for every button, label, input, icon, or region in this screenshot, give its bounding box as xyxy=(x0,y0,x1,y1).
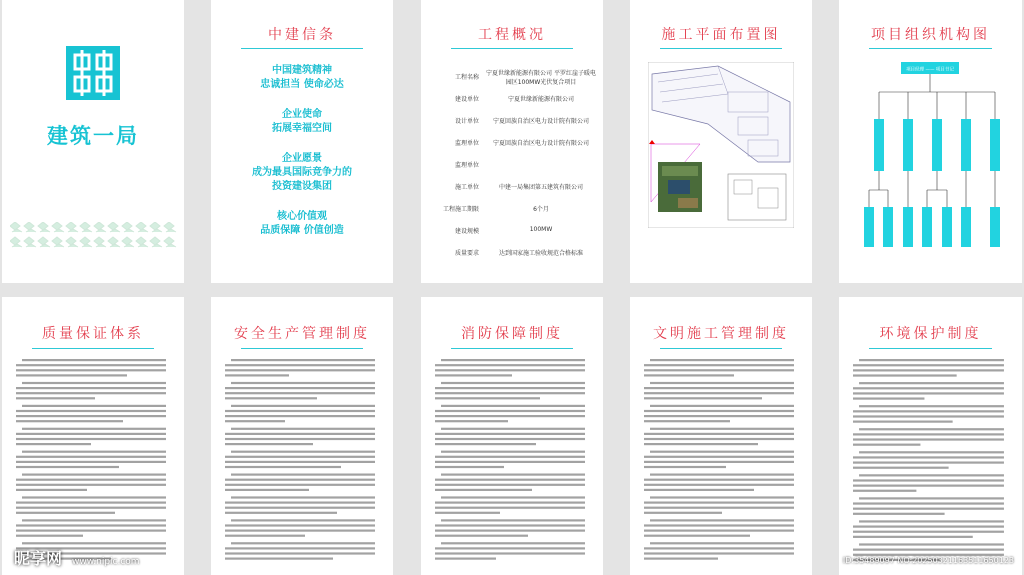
text-line xyxy=(650,382,794,384)
text-line xyxy=(435,530,585,532)
text-line xyxy=(231,474,375,476)
body-text-block xyxy=(644,357,798,565)
overview-key: 施工单位 xyxy=(454,184,479,191)
watermark-id: ID:35489097 NO:20250321163511650123 xyxy=(842,556,1014,565)
pattern-chevron xyxy=(94,237,106,247)
text-line xyxy=(644,524,794,526)
culture-line: 品质保障 价值创造 xyxy=(260,225,344,236)
text-line xyxy=(16,466,119,468)
text-line xyxy=(859,520,1004,522)
text-line xyxy=(859,359,1004,361)
text-line xyxy=(644,461,794,463)
culture-line: 企业使命 xyxy=(282,109,322,120)
overview-row xyxy=(431,130,597,152)
title-divider xyxy=(869,348,992,349)
text-line xyxy=(16,443,91,445)
text-line xyxy=(22,496,166,498)
text-line xyxy=(853,461,1004,463)
text-line xyxy=(441,519,585,521)
text-line xyxy=(225,535,305,537)
culture-group-vision xyxy=(211,152,393,194)
text-line xyxy=(853,531,1004,533)
overview-value: 中建一局集团第五建筑有限公司 xyxy=(498,184,583,191)
pattern-chevron xyxy=(94,222,106,232)
text-line xyxy=(22,542,166,544)
overview-value: 达到国家施工验收规范合格标准 xyxy=(498,250,583,257)
text-line xyxy=(441,405,585,407)
text-line xyxy=(853,444,920,446)
overview-key: 监理单位 xyxy=(454,162,479,169)
text-line xyxy=(853,456,1004,458)
text-line xyxy=(644,466,726,468)
text-line xyxy=(644,443,758,445)
text-line xyxy=(16,397,95,399)
body-text-block xyxy=(435,357,589,565)
text-line xyxy=(22,382,166,384)
text-line xyxy=(16,484,166,486)
overview-value: 宁夏世缘新能源有限公司 xyxy=(507,96,574,103)
text-line xyxy=(16,387,166,389)
pattern-chevron xyxy=(150,222,162,232)
text-line xyxy=(16,524,166,526)
text-line xyxy=(435,420,508,422)
text-line xyxy=(644,392,794,394)
text-line xyxy=(435,512,500,514)
text-line xyxy=(22,405,166,407)
text-line xyxy=(435,502,585,504)
text-line xyxy=(231,496,375,498)
pattern-chevron xyxy=(122,237,134,247)
culture-group-spirit xyxy=(211,64,393,92)
text-line xyxy=(644,397,762,399)
text-line xyxy=(435,479,585,481)
text-line xyxy=(853,549,1004,551)
text-line xyxy=(16,410,166,412)
text-line xyxy=(853,433,1004,435)
text-line xyxy=(441,542,585,544)
pattern-chevron xyxy=(150,237,162,247)
text-line xyxy=(225,530,375,532)
pattern-chevron xyxy=(164,237,176,247)
overview-key: 质量要求 xyxy=(454,250,479,257)
text-line xyxy=(231,519,375,521)
pattern-chevron xyxy=(108,222,120,232)
pattern-chevron xyxy=(24,222,36,232)
section-title: 质量保证体系 xyxy=(42,326,144,342)
text-line xyxy=(441,496,585,498)
overview-table xyxy=(431,64,597,262)
text-line xyxy=(441,382,585,384)
text-line xyxy=(853,369,1004,371)
text-line xyxy=(853,415,1004,417)
text-line xyxy=(644,410,794,412)
text-line xyxy=(435,489,532,491)
pattern-chevron xyxy=(108,237,120,247)
overview-row xyxy=(431,64,597,86)
overview-key: 设计单位 xyxy=(454,118,479,125)
text-line xyxy=(650,359,794,361)
text-line xyxy=(16,502,166,504)
overview-panel xyxy=(421,0,603,283)
culture-line: 核心价值观 xyxy=(277,211,327,222)
pattern-chevron xyxy=(52,237,64,247)
quality-assurance-panel xyxy=(2,297,184,575)
text-line xyxy=(435,558,496,560)
text-line xyxy=(644,420,730,422)
text-line xyxy=(435,461,585,463)
text-line xyxy=(435,524,585,526)
text-line xyxy=(441,359,585,361)
overview-value: 6个月 xyxy=(533,206,549,213)
text-line xyxy=(853,364,1004,366)
org-chart-title: 项目组织机构图 xyxy=(871,27,990,43)
text-line xyxy=(435,552,585,554)
pattern-chevron xyxy=(10,222,22,232)
civilized-construction-panel xyxy=(630,297,812,575)
text-line xyxy=(225,489,309,491)
overview-value: 宁夏回族自治区电力设计院有限公司 xyxy=(492,140,589,147)
text-line xyxy=(16,512,115,514)
text-line xyxy=(435,392,585,394)
text-line xyxy=(225,512,337,514)
text-line xyxy=(22,359,166,361)
pattern-chevron xyxy=(80,222,92,232)
text-line xyxy=(16,489,87,491)
culture-line: 成为最具国际竞争力的 xyxy=(252,167,352,178)
text-line xyxy=(22,428,166,430)
text-line xyxy=(225,374,289,376)
text-line xyxy=(22,474,166,476)
text-line xyxy=(231,359,375,361)
section-title: 安全生产管理制度 xyxy=(234,326,370,342)
pattern-chevron xyxy=(38,237,50,247)
text-line xyxy=(435,547,585,549)
environment-protection-panel xyxy=(839,297,1022,575)
text-line xyxy=(853,502,1004,504)
org-chart-panel xyxy=(839,0,1022,283)
text-line xyxy=(644,502,794,504)
text-line xyxy=(225,397,317,399)
text-line xyxy=(859,382,1004,384)
text-line xyxy=(650,496,794,498)
culture-group-values xyxy=(211,210,393,238)
text-line xyxy=(853,508,1004,510)
text-line xyxy=(644,479,794,481)
text-line xyxy=(435,466,504,468)
text-line xyxy=(225,433,375,435)
text-line xyxy=(859,405,1004,407)
text-line xyxy=(644,374,734,376)
text-line xyxy=(22,519,166,521)
text-line xyxy=(225,420,285,422)
text-line xyxy=(231,542,375,544)
text-line xyxy=(859,497,1004,499)
text-line xyxy=(644,456,794,458)
text-line xyxy=(853,421,953,423)
text-line xyxy=(644,415,794,417)
text-line xyxy=(225,415,375,417)
title-divider xyxy=(32,348,154,349)
site-plan-panel xyxy=(630,0,812,283)
section-title: 环境保护制度 xyxy=(879,326,982,342)
text-line xyxy=(644,558,718,560)
title-divider xyxy=(660,48,782,49)
pattern-chevron xyxy=(38,222,50,232)
culture-line: 投资建设集团 xyxy=(272,181,332,192)
culture-panel xyxy=(211,0,393,283)
text-line xyxy=(16,438,166,440)
text-line xyxy=(859,428,1004,430)
text-line xyxy=(853,374,957,376)
text-line xyxy=(650,519,794,521)
text-line xyxy=(441,451,585,453)
text-line xyxy=(225,479,375,481)
overview-row xyxy=(431,174,597,196)
safety-management-panel xyxy=(211,297,393,575)
text-line xyxy=(16,433,166,435)
text-line xyxy=(441,428,585,430)
company-name: 建筑一局 xyxy=(47,124,139,148)
text-line xyxy=(22,451,166,453)
pattern-chevron xyxy=(164,222,176,232)
text-line xyxy=(435,535,528,537)
text-line xyxy=(225,387,375,389)
text-line xyxy=(853,536,973,538)
text-line xyxy=(644,364,794,366)
text-line xyxy=(225,456,375,458)
text-line xyxy=(16,374,127,376)
text-line xyxy=(16,507,166,509)
text-line xyxy=(225,369,375,371)
text-line xyxy=(231,405,375,407)
text-line xyxy=(644,552,794,554)
overview-key: 工程名称 xyxy=(454,74,479,81)
text-line xyxy=(435,484,585,486)
text-line xyxy=(853,485,1004,487)
pattern-chevron xyxy=(122,222,134,232)
text-line xyxy=(16,461,166,463)
text-line xyxy=(435,374,512,376)
pattern-chevron xyxy=(66,222,78,232)
text-line xyxy=(16,420,123,422)
title-divider xyxy=(451,348,573,349)
text-line xyxy=(435,364,585,366)
text-line xyxy=(231,382,375,384)
text-line xyxy=(853,490,916,492)
text-line xyxy=(225,392,375,394)
text-line xyxy=(435,410,585,412)
pattern-chevron xyxy=(52,222,64,232)
text-line xyxy=(644,438,794,440)
text-line xyxy=(853,410,1004,412)
section-title: 文明施工管理制度 xyxy=(653,326,789,342)
text-line xyxy=(853,525,1004,527)
overview-key: 建设规模 xyxy=(454,228,479,235)
body-text-block xyxy=(225,357,379,565)
overview-value: 100MW xyxy=(529,226,553,233)
watermark-url: www.nipic.com xyxy=(72,557,140,567)
text-line xyxy=(650,428,794,430)
section-title: 消防保障制度 xyxy=(461,326,563,342)
text-line xyxy=(859,451,1004,453)
culture-line: 忠诚担当 使命必达 xyxy=(260,79,344,90)
overview-row xyxy=(431,196,597,218)
text-line xyxy=(650,405,794,407)
text-line xyxy=(225,507,375,509)
culture-text xyxy=(211,64,393,254)
overview-key: 监理单位 xyxy=(454,140,479,147)
text-line xyxy=(853,479,1004,481)
pattern-chevron xyxy=(80,237,92,247)
overview-value: 宁夏回族自治区电力设计院有限公司 xyxy=(492,118,589,125)
text-line xyxy=(644,507,794,509)
cscec-logo-icon xyxy=(66,46,120,100)
site-plan-title: 施工平面布置图 xyxy=(661,27,781,43)
site-plan-drawing xyxy=(648,62,794,228)
text-line xyxy=(435,433,585,435)
text-line xyxy=(225,461,375,463)
pattern-chevron xyxy=(66,237,78,247)
pattern-chevron xyxy=(24,237,36,247)
text-line xyxy=(644,512,722,514)
overview-row xyxy=(431,240,597,262)
text-line xyxy=(225,364,375,366)
text-line xyxy=(650,474,794,476)
text-line xyxy=(225,558,333,560)
text-line xyxy=(853,513,945,515)
text-line xyxy=(644,387,794,389)
text-line xyxy=(644,535,750,537)
text-line xyxy=(435,456,585,458)
text-line xyxy=(853,467,949,469)
title-divider xyxy=(241,348,363,349)
decorative-pattern xyxy=(10,222,178,252)
culture-line: 中国建筑精神 xyxy=(272,65,332,76)
overview-row xyxy=(431,108,597,130)
title-divider xyxy=(660,348,782,349)
text-line xyxy=(644,489,754,491)
text-line xyxy=(225,502,375,504)
text-line xyxy=(16,530,166,532)
text-line xyxy=(16,392,166,394)
text-line xyxy=(225,466,341,468)
text-line xyxy=(853,392,1004,394)
text-line xyxy=(853,397,924,399)
pattern-chevron xyxy=(136,222,148,232)
text-line xyxy=(859,543,1004,545)
pattern-chevron xyxy=(10,237,22,247)
text-line xyxy=(435,397,540,399)
text-line xyxy=(225,438,375,440)
text-line xyxy=(435,415,585,417)
overview-row xyxy=(431,218,597,240)
text-line xyxy=(225,484,375,486)
text-line xyxy=(16,535,83,537)
text-line xyxy=(435,387,585,389)
text-line xyxy=(16,479,166,481)
text-line xyxy=(231,428,375,430)
text-line xyxy=(435,443,536,445)
text-line xyxy=(644,484,794,486)
text-line xyxy=(435,438,585,440)
text-line xyxy=(644,547,794,549)
text-line xyxy=(650,451,794,453)
overview-row xyxy=(431,152,597,174)
text-line xyxy=(644,433,794,435)
overview-title: 工程概况 xyxy=(478,27,546,43)
text-line xyxy=(225,443,313,445)
logo-panel xyxy=(2,0,184,283)
text-line xyxy=(16,456,166,458)
body-text-block xyxy=(853,357,1008,566)
overview-key: 建设单位 xyxy=(454,96,479,103)
title-divider xyxy=(241,48,363,49)
text-line xyxy=(225,547,375,549)
culture-line: 拓展幸福空间 xyxy=(272,123,332,134)
text-line xyxy=(853,438,1004,440)
overview-value: 宁夏世缘新能源有限公司 平罗红崖子暖电园区100MW光伏复合项目 xyxy=(486,70,596,86)
culture-line: 企业愿景 xyxy=(282,153,322,164)
text-line xyxy=(853,387,1004,389)
text-line xyxy=(644,369,794,371)
text-line xyxy=(435,507,585,509)
text-line xyxy=(441,474,585,476)
pattern-chevron xyxy=(136,237,148,247)
culture-group-mission xyxy=(211,108,393,136)
text-line xyxy=(16,364,166,366)
overview-row xyxy=(431,86,597,108)
text-line xyxy=(650,542,794,544)
body-text-block xyxy=(16,357,170,565)
text-line xyxy=(16,369,166,371)
text-line xyxy=(225,410,375,412)
org-top-label: 项目经理 —— 项目书记 xyxy=(906,67,954,73)
text-line xyxy=(435,369,585,371)
text-line xyxy=(225,524,375,526)
text-line xyxy=(231,451,375,453)
watermark-logo: 昵享网 xyxy=(14,549,63,568)
fire-protection-panel xyxy=(421,297,603,575)
text-line xyxy=(225,552,375,554)
text-line xyxy=(859,474,1004,476)
culture-title: 中建信条 xyxy=(268,27,336,43)
org-chart xyxy=(839,0,1022,283)
overview-key: 工程施工期限 xyxy=(442,206,479,213)
text-line xyxy=(16,415,166,417)
title-divider xyxy=(451,48,573,49)
text-line xyxy=(644,530,794,532)
